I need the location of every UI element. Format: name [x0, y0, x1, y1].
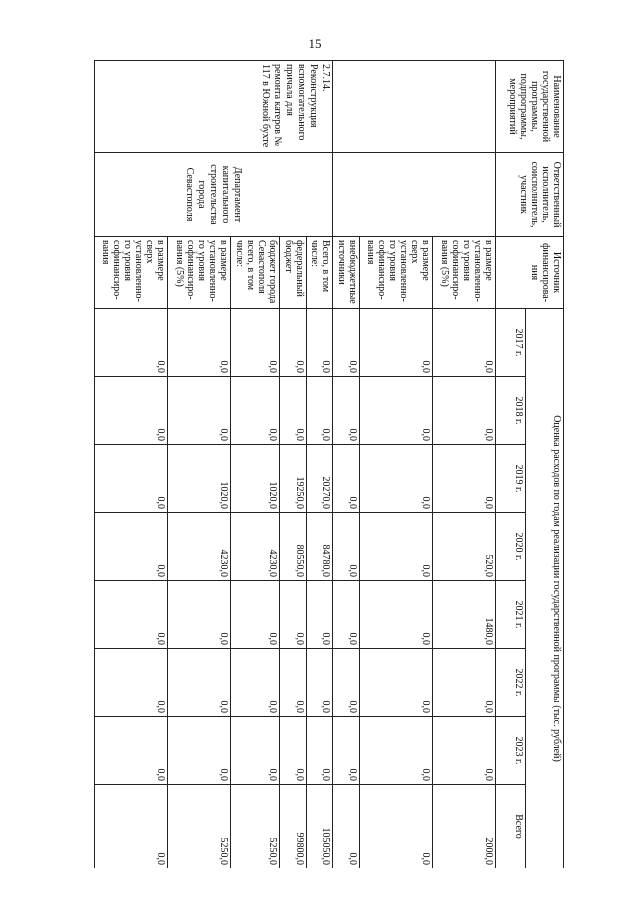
value-cell: 0,0: [332, 445, 359, 513]
header-name: Наименование государственной программы, подпрограммы, мероприятий: [496, 61, 564, 153]
value-cell: 20270,0: [306, 445, 332, 513]
value-cell: 0,0: [360, 445, 433, 513]
total-cell: 2000,0: [432, 785, 495, 869]
value-cell: 0,0: [432, 717, 495, 785]
source-cell: в размере сверх установленно-го уровня софинансиро-вания: [360, 237, 433, 309]
value-cell: 1020,0: [230, 445, 279, 513]
total-cell: 99800,0: [280, 785, 306, 869]
value-cell: 0,0: [332, 513, 359, 581]
value-cell: 0,0: [360, 581, 433, 649]
value-cell: 0,0: [95, 581, 168, 649]
header-year: 2020 г.: [496, 513, 526, 581]
source-cell: федеральный бюджет: [280, 237, 306, 309]
value-cell: 1020,0: [167, 445, 230, 513]
source-cell: бюджет города Севастополя всего, в том числе:: [230, 237, 279, 309]
header-executor: Ответственный исполнитель, соисполнитель, участник: [496, 153, 564, 237]
value-cell: 0,0: [95, 649, 168, 717]
source-cell: внебюджетные источники: [332, 237, 359, 309]
value-cell: 0,0: [230, 581, 279, 649]
source-cell: в размере сверх установленно-го уровня софинансиро-вания: [95, 237, 168, 309]
value-cell: 0,0: [280, 649, 306, 717]
value-cell: 0,0: [230, 649, 279, 717]
value-cell: 0,0: [95, 309, 168, 377]
value-cell: 0,0: [332, 717, 359, 785]
value-cell: 0,0: [432, 309, 495, 377]
value-cell: 0,0: [167, 649, 230, 717]
executor-cell-empty: [332, 153, 495, 237]
value-cell: 0,0: [167, 309, 230, 377]
value-cell: 0,0: [306, 649, 332, 717]
value-cell: 1480,0: [432, 581, 495, 649]
total-cell: 0,0: [360, 785, 433, 869]
value-cell: 0,0: [230, 377, 279, 445]
value-cell: 80550,0: [280, 513, 306, 581]
value-cell: 0,0: [306, 717, 332, 785]
value-cell: 0,0: [230, 717, 279, 785]
header-year: 2017 г.: [496, 309, 526, 377]
value-cell: 0,0: [280, 377, 306, 445]
value-cell: 520,0: [432, 513, 495, 581]
value-cell: 0,0: [306, 309, 332, 377]
source-cell: в размере установленно-го уровня софинансиро-вания (5%): [432, 237, 495, 309]
value-cell: 0,0: [332, 581, 359, 649]
item-name: 2.7.14. Реконструкция вспомогательного причала для ремонта катеров № 117 в Южной бухте: [95, 61, 333, 153]
value-cell: 19250,0: [280, 445, 306, 513]
name-cell-empty: [332, 61, 495, 153]
page-number: 15: [308, 36, 322, 51]
total-cell: 5250,0: [167, 785, 230, 869]
value-cell: 4230,0: [230, 513, 279, 581]
total-cell: 0,0: [332, 785, 359, 869]
value-cell: 0,0: [306, 581, 332, 649]
value-cell: 0,0: [360, 377, 433, 445]
header-year: 2022 г.: [496, 649, 526, 717]
budget-table: [94, 60, 564, 868]
value-cell: 0,0: [95, 445, 168, 513]
value-cell: 0,0: [360, 309, 433, 377]
value-cell: 0,0: [360, 717, 433, 785]
value-cell: 0,0: [230, 309, 279, 377]
total-cell: 5250,0: [230, 785, 279, 869]
header-total: Всего: [496, 785, 526, 869]
value-cell: 0,0: [280, 717, 306, 785]
value-cell: 0,0: [360, 513, 433, 581]
value-cell: 0,0: [95, 377, 168, 445]
total-cell: 105050,0: [306, 785, 332, 869]
header-year: 2019 г.: [496, 445, 526, 513]
value-cell: 0,0: [95, 717, 168, 785]
value-cell: 0,0: [167, 377, 230, 445]
value-cell: 0,0: [167, 717, 230, 785]
table-frame: [94, 60, 564, 868]
item-executor: Департамент капитального строительства города Севастополя: [95, 153, 333, 237]
header-year: 2023 г.: [496, 717, 526, 785]
header-source: Источник финансирова-ния: [496, 237, 564, 309]
value-cell: 0,0: [280, 309, 306, 377]
source-cell: Всего, в том числе:: [306, 237, 332, 309]
value-cell: 0,0: [432, 649, 495, 717]
value-cell: 0,0: [280, 581, 306, 649]
header-year: 2021 г.: [496, 581, 526, 649]
value-cell: 0,0: [332, 309, 359, 377]
value-cell: 0,0: [332, 377, 359, 445]
value-cell: 4230,0: [167, 513, 230, 581]
value-cell: 0,0: [360, 649, 433, 717]
header-estimate: Оценка расходов по годам реализации государственной программы (тыс. рублей): [526, 309, 564, 869]
source-cell: в размере установленно-го уровня софинансиро-вания (5%): [167, 237, 230, 309]
value-cell: 84780,0: [306, 513, 332, 581]
rotated-table: [94, 60, 564, 868]
value-cell: 0,0: [167, 581, 230, 649]
value-cell: 0,0: [432, 445, 495, 513]
total-cell: 0,0: [95, 785, 168, 869]
value-cell: 0,0: [332, 649, 359, 717]
header-year: 2018 г.: [496, 377, 526, 445]
value-cell: 0,0: [432, 377, 495, 445]
value-cell: 0,0: [95, 513, 168, 581]
value-cell: 0,0: [306, 377, 332, 445]
